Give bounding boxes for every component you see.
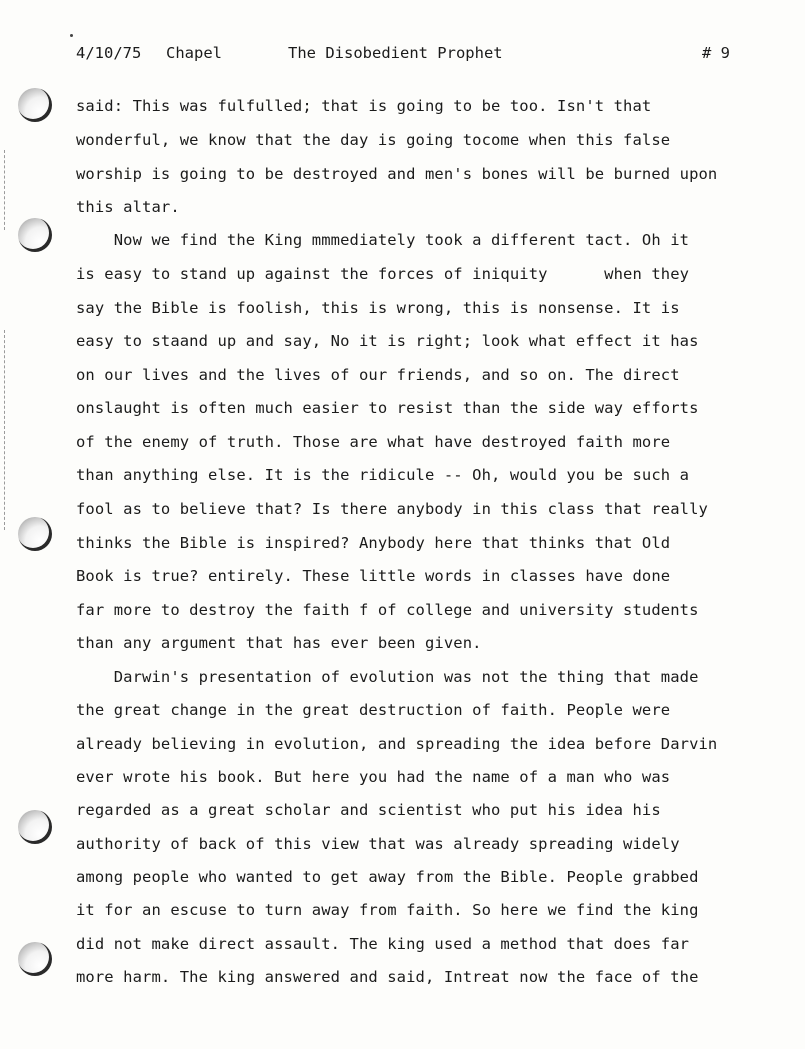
text-line: than any argument that has ever been given. xyxy=(76,634,482,652)
text-line: it for an escuse to turn away from faith. So here we find the king xyxy=(76,901,699,919)
text-line: thinks the Bible is inspired? Anybody here that thinks that Old xyxy=(76,534,671,552)
text-line: easy to staand up and say, No it is right; look what effect it has xyxy=(76,332,699,350)
text-line: is easy to stand up against the forces of iniquity when they xyxy=(76,265,690,283)
text-line: regarded as a great scholar and scientist who put his idea his xyxy=(76,801,661,819)
text-line: onslaught is often much easier to resist than the side way efforts xyxy=(76,399,699,417)
text-line: of the enemy of truth. Those are what have destroyed faith more xyxy=(76,433,671,451)
text-line: already believing in evolution, and spreading the idea before Darvin xyxy=(76,735,718,753)
header-title: The Disobedient Prophet xyxy=(288,44,503,62)
binder-hole-5 xyxy=(18,942,52,976)
text-line: say the Bible is foolish, this is wrong, this is nonsense. It is xyxy=(76,299,680,317)
text-line: far more to destroy the faith f of college and university students xyxy=(76,601,699,619)
binder-hole-1 xyxy=(18,88,52,122)
text-line: more harm. The king answered and said, Intreat now the face of the xyxy=(76,968,699,986)
text-line: this altar. xyxy=(76,198,180,216)
text-line: the great change in the great destruction of faith. People were xyxy=(76,701,671,719)
text-line: Now we find the King mmmediately took a different tact. Oh it xyxy=(76,231,690,249)
text-line: fool as to believe that? Is there anybody in this class that really xyxy=(76,500,708,518)
text-line: authority of back of this view that was already spreading widely xyxy=(76,835,680,853)
margin-smudge xyxy=(4,330,19,530)
text-line: said: This was fulfulled; that is going to be too. Isn't that xyxy=(76,97,652,115)
binder-hole-3 xyxy=(18,517,52,551)
header-venue: Chapel xyxy=(166,44,222,62)
header-date: 4/10/75 xyxy=(76,44,142,62)
text-line: among people who wanted to get away from the Bible. People grabbed xyxy=(76,868,699,886)
text-line: Darwin's presentation of evolution was not the thing that made xyxy=(76,668,699,686)
margin-smudge xyxy=(4,150,19,230)
text-line: worship is going to be destroyed and men's bones will be burned upon xyxy=(76,165,718,183)
text-line: wonderful, we know that the day is going tocome when this false xyxy=(76,131,671,149)
binder-hole-4 xyxy=(18,810,52,844)
text-line: did not make direct assault. The king used a method that does far xyxy=(76,935,690,953)
binder-hole-2 xyxy=(18,218,52,252)
text-line: ever wrote his book. But here you had the name of a man who was xyxy=(76,768,671,786)
header-page-number: # 9 xyxy=(702,44,730,62)
text-line: Book is true? entirely. These little words in classes have done xyxy=(76,567,671,585)
text-line: than anything else. It is the ridicule -- Oh, would you be such a xyxy=(76,466,690,484)
ink-speck xyxy=(70,34,73,37)
text-line: on our lives and the lives of our friends, and so on. The direct xyxy=(76,366,680,384)
